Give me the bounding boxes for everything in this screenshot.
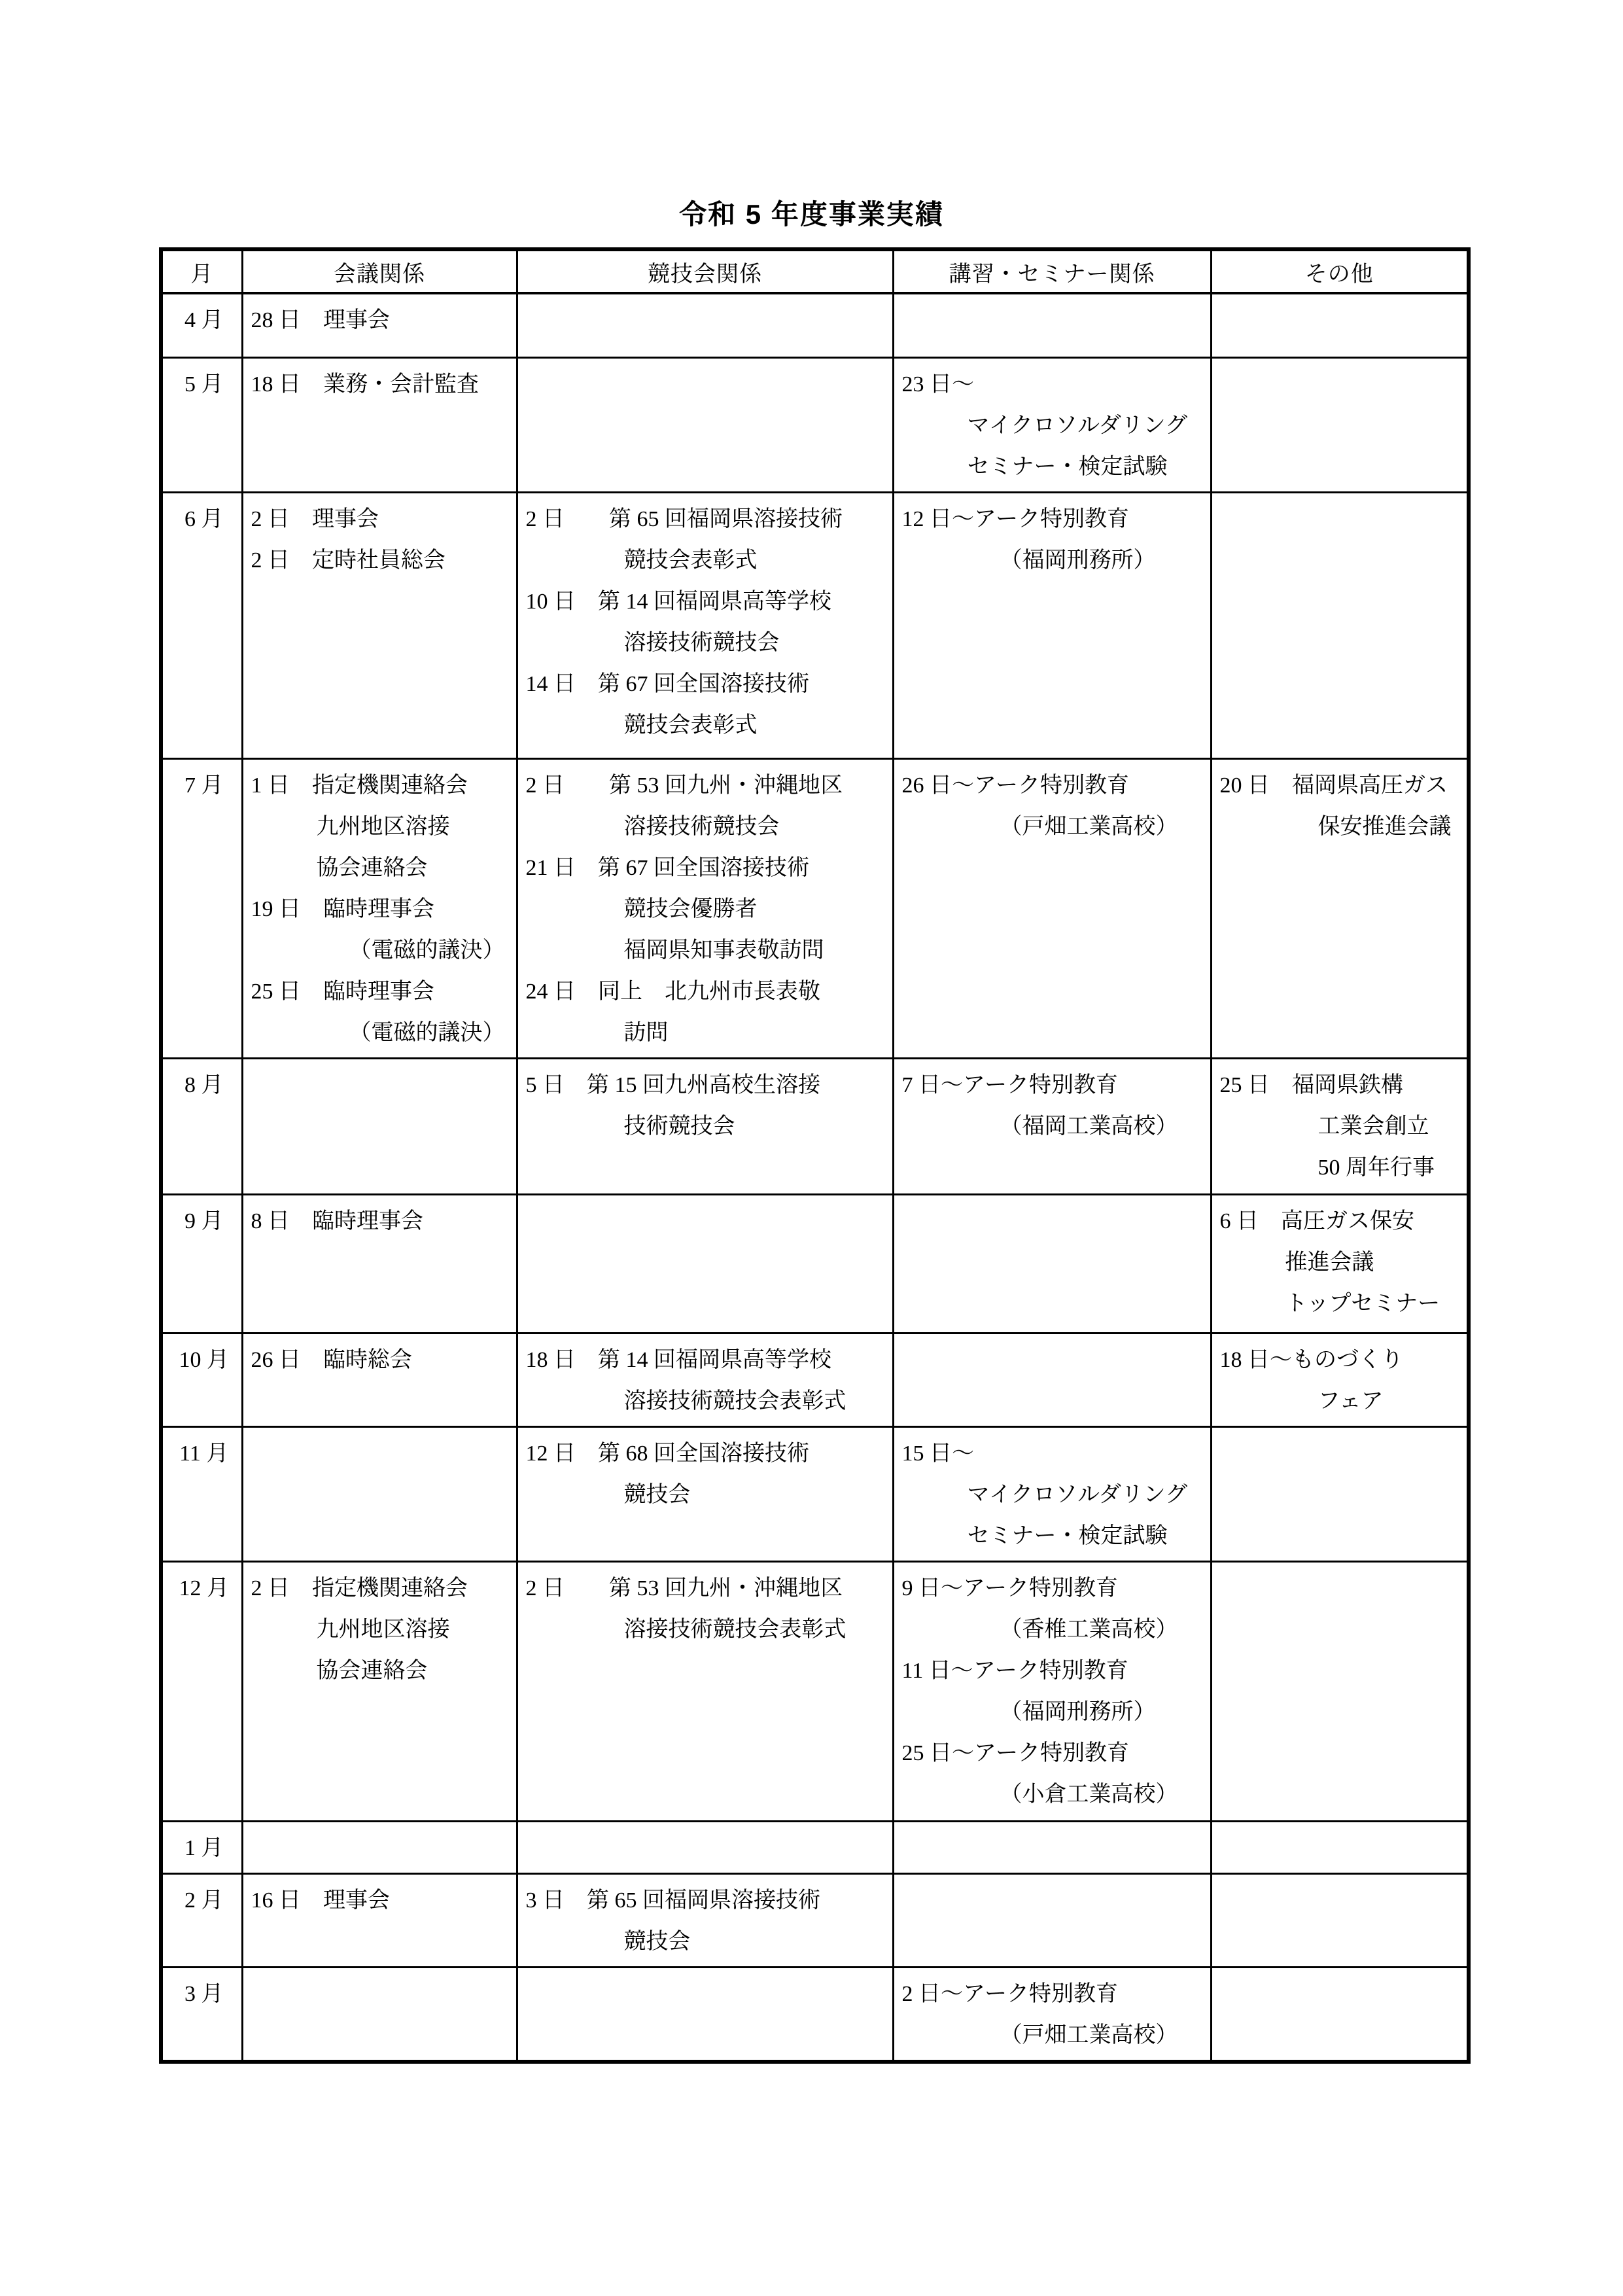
seminars-cell [893,1426,1211,1561]
competitions-cell [517,1967,893,2062]
seminars-cell [893,1821,1211,1873]
table-row [161,1561,1469,1821]
column-header-seminars: 講習・セミナー関係 [893,249,1211,293]
seminars-cell [893,1194,1211,1333]
event-line: （福岡刑務所） [1000,1699,1156,1724]
seminars-cell [893,1873,1211,1967]
event-line: 2 日 第 53 回九州・沖縄地区 [525,773,843,798]
meetings-cell [242,1967,517,2062]
event-line: フェア [1318,1388,1384,1413]
meetings-cell [242,293,517,357]
business-results-table [159,247,1471,2064]
event-line: 23 日～ [901,372,974,397]
event-line: 6 日 高圧ガス保安 [1219,1209,1414,1233]
other-cell [1211,492,1469,758]
meetings-cell [242,357,517,492]
competitions-cell [517,1873,893,1967]
competitions-cell [517,492,893,758]
event-line: 5 日 第 15 回九州高校生溶接 [525,1072,820,1097]
competitions-cell [517,1058,893,1194]
table-body [161,293,1469,2062]
event-line: 九州地区溶接 [316,814,450,839]
event-line: 九州地区溶接 [316,1617,450,1642]
competitions-cell [517,357,893,492]
table-row [161,758,1469,1058]
event-line: 競技会 [623,1929,691,1954]
table-row [161,1967,1469,2062]
competitions-cell [517,1426,893,1561]
event-line: マイクロソルダリング [967,413,1188,438]
table-row [161,492,1469,758]
other-cell [1211,1426,1469,1561]
event-line: 26 日 臨時総会 [251,1347,412,1372]
event-line: 保安推進会議 [1318,814,1452,839]
month-cell: 9 月 [161,1194,242,1333]
event-line: 推進会議 [1285,1250,1374,1275]
event-line: （戸畑工業高校） [1000,2022,1178,2047]
table-row [161,1821,1469,1873]
event-line: 19 日 臨時理事会 [251,896,434,921]
month-cell: 4 月 [161,293,242,357]
month-cell: 7 月 [161,758,242,1058]
event-line: 26 日～アーク特別教育 [901,773,1129,798]
competitions-cell [517,758,893,1058]
event-line: 10 日 第 14 回福岡県高等学校 [525,589,831,614]
seminars-cell [893,492,1211,758]
other-cell [1211,1967,1469,2062]
competitions-cell [517,1561,893,1821]
meetings-cell [242,1821,517,1873]
table-row [161,293,1469,357]
table-row [161,357,1469,492]
meetings-cell [242,1194,517,1333]
event-line: セミナー・検定試験 [967,1523,1168,1548]
table-row [161,1194,1469,1333]
event-line: 2 日 定時社員総会 [251,548,445,573]
event-line: 協会連絡会 [316,1658,428,1683]
event-line: 8 日 臨時理事会 [251,1209,423,1233]
meetings-cell [242,1333,517,1426]
meetings-cell [242,1561,517,1821]
competitions-cell [517,1333,893,1426]
column-header-competitions: 競技会関係 [517,249,893,293]
other-cell [1211,1194,1469,1333]
month-cell: 12 月 [161,1561,242,1821]
event-line: 協会連絡会 [316,855,428,880]
event-line: 2 日 指定機関連絡会 [251,1576,468,1600]
event-line: （香椎工業高校） [1000,1617,1178,1642]
header-row [161,249,1469,293]
event-line: 競技会 [623,1482,691,1507]
event-line: 11 日～アーク特別教育 [901,1658,1128,1683]
event-line: 18 日～ものづくり [1219,1347,1403,1372]
event-line: 競技会優勝者 [623,896,758,921]
event-line: トップセミナー [1285,1291,1440,1316]
event-line: 溶接技術競技会表彰式 [623,1388,846,1413]
month-cell: 11 月 [161,1426,242,1561]
event-line: 1 日 指定機関連絡会 [251,773,468,798]
other-cell [1211,1561,1469,1821]
seminars-cell [893,1967,1211,2062]
seminars-cell [893,1561,1211,1821]
event-line: マイクロソルダリング [967,1482,1188,1507]
event-line: 12 日～アーク特別教育 [901,506,1129,531]
event-line: 28 日 理事会 [251,308,390,332]
seminars-cell [893,357,1211,492]
meetings-cell [242,758,517,1058]
event-line: （福岡刑務所） [1000,548,1156,573]
event-line: （小倉工業高校） [1000,1782,1178,1807]
event-line: 7 日～アーク特別教育 [901,1072,1118,1097]
event-line: 訪問 [623,1020,669,1045]
seminars-cell [893,758,1211,1058]
event-line: 25 日 福岡県鉄構 [1219,1072,1403,1097]
other-cell [1211,1333,1469,1426]
other-cell [1211,293,1469,357]
month-cell: 10 月 [161,1333,242,1426]
seminars-cell [893,1058,1211,1194]
event-line: （戸畑工業高校） [1000,814,1178,839]
event-line: 18 日 第 14 回福岡県高等学校 [525,1347,831,1372]
event-line: （福岡工業高校） [1000,1114,1178,1139]
other-cell [1211,1821,1469,1873]
meetings-cell [242,1873,517,1967]
event-line: 21 日 第 67 回全国溶接技術 [525,855,809,880]
meetings-cell [242,1058,517,1194]
table-row [161,1426,1469,1561]
seminars-cell [893,293,1211,357]
event-line: 技術競技会 [623,1114,735,1139]
meetings-cell [242,1426,517,1561]
event-line: 25 日 臨時理事会 [251,979,434,1004]
event-line: 福岡県知事表敬訪問 [623,938,824,963]
month-cell: 1 月 [161,1821,242,1873]
month-cell: 3 月 [161,1967,242,2062]
meetings-cell [242,492,517,758]
seminars-cell [893,1333,1211,1426]
page-title: 令和 5 年度事業実績 [679,199,944,230]
event-line: 工業会創立 [1318,1114,1429,1139]
competitions-cell [517,293,893,357]
event-line: 2 日 第 53 回九州・沖縄地区 [525,1576,843,1600]
other-cell [1211,1058,1469,1194]
month-cell: 8 月 [161,1058,242,1194]
event-line: 溶接技術競技会 [623,814,780,839]
month-cell: 2 月 [161,1873,242,1967]
event-line: 溶接技術競技会表彰式 [623,1617,846,1642]
event-line: 2 日～アーク特別教育 [901,1981,1118,2006]
other-cell [1211,758,1469,1058]
month-cell: 5 月 [161,357,242,492]
column-header-month: 月 [161,249,242,293]
event-line: 14 日 第 67 回全国溶接技術 [525,671,809,696]
event-line: 競技会表彰式 [623,713,758,737]
column-header-other: その他 [1211,249,1469,293]
event-line: 16 日 理事会 [251,1888,390,1913]
column-header-meetings: 会議関係 [242,249,517,293]
table-row [161,1873,1469,1967]
table-row [161,1058,1469,1194]
event-line: 2 日 理事会 [251,506,379,531]
event-line: 9 日～アーク特別教育 [901,1576,1118,1600]
event-line: 3 日 第 65 回福岡県溶接技術 [525,1888,820,1913]
event-line: 24 日 同上 北九州市長表敬 [525,979,820,1004]
event-line: 25 日～アーク特別教育 [901,1740,1129,1765]
event-line: 18 日 業務・会計監査 [251,372,479,397]
event-line: 2 日 第 65 回福岡県溶接技術 [525,506,843,531]
competitions-cell [517,1194,893,1333]
competitions-cell [517,1821,893,1873]
event-line: 50 周年行事 [1318,1155,1435,1180]
month-cell: 6 月 [161,492,242,758]
table-row [161,1333,1469,1426]
event-line: 20 日 福岡県高圧ガス [1219,773,1448,798]
event-line: （電磁的議決） [349,1020,505,1045]
event-line: 15 日～ [901,1441,974,1466]
event-line: （電磁的議決） [349,938,505,963]
event-line: 12 日 第 68 回全国溶接技術 [525,1441,809,1466]
event-line: 溶接技術競技会 [623,630,780,655]
event-line: 競技会表彰式 [623,548,758,573]
other-cell [1211,357,1469,492]
event-line: セミナー・検定試験 [967,454,1168,479]
other-cell [1211,1873,1469,1967]
